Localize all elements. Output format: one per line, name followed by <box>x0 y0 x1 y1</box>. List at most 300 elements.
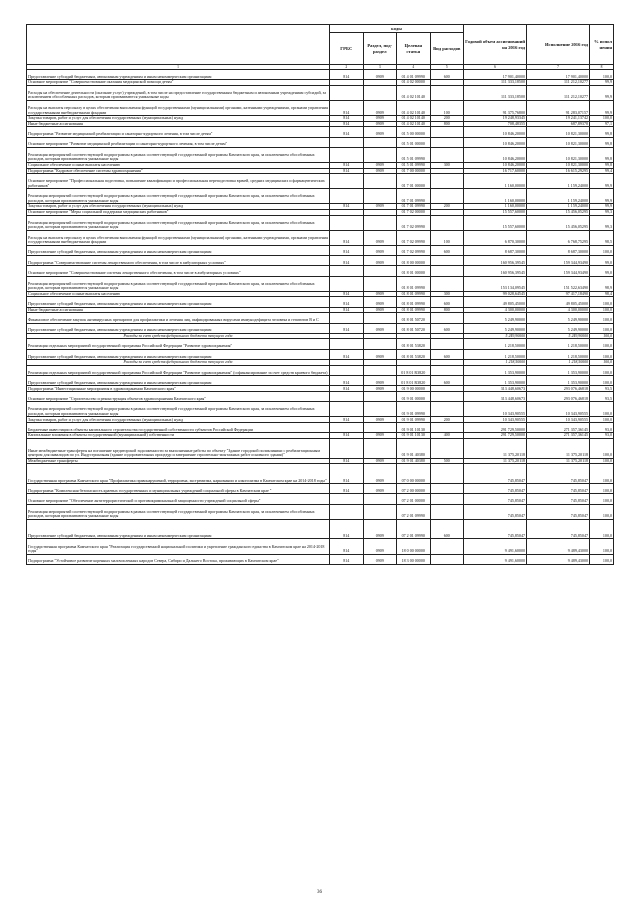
table-row <box>27 297 614 307</box>
row-target: 01 8 01 09990 <box>397 297 431 307</box>
row-execution: 1 218,50000 <box>527 349 590 359</box>
row-execution: 1 353,90000 <box>527 376 590 386</box>
table-row <box>27 230 614 245</box>
col-number: 1 <box>27 65 330 70</box>
table-row <box>27 349 614 359</box>
table-row <box>27 313 614 323</box>
row-section <box>363 438 397 458</box>
row-plan: 10 846,20000 <box>464 127 527 137</box>
row-name: Закупка товаров, работ и услуг для обеспечения государственных (муниципальных) нужд <box>27 417 330 423</box>
row-name: Государственная программа Камчатского края "Профилактика правонарушений, терроризма, экстремизма, наркомании и алкоголизма в Камчатском крае на 2014-2018 годы" <box>27 464 330 484</box>
row-name: Основное мероприятие "Меры социальной поддержки медицинских работников" <box>27 209 330 215</box>
row-expense-type <box>430 127 464 137</box>
row-plan: 1 218,50000 <box>464 360 527 366</box>
row-target: 01 4 02 10140 <box>397 100 431 115</box>
row-grbs: 814 <box>330 168 364 174</box>
row-name: Реализация мероприятий соответствующей подпрограммы в рамках соответствующей государственной программы Камчатского края, за исключением обособленных расходов, которым присваиваются уникальные коды <box>27 402 330 417</box>
row-grbs <box>330 85 364 100</box>
row-grbs: 814 <box>330 291 364 297</box>
row-section <box>363 215 397 230</box>
row-percent: 100,0 <box>590 116 614 122</box>
row-name: Социальное обеспечение и иные выплаты населению <box>27 291 330 297</box>
row-execution: 745,85047 <box>527 484 590 494</box>
row-expense-type <box>430 266 464 276</box>
row-name: Реализация отдельных мероприятий государственной программы Российской Федерации "Развитие здравоохранения" <box>27 339 330 349</box>
row-name: Подпрограмма "Устойчивое развитие коренных малочисленных народов Севера, Сибири и Дальнего Востока, проживающих в Камчатском крае" <box>27 554 330 564</box>
row-execution: 10 821,30000 <box>527 137 590 147</box>
row-plan: 10 343,90555 <box>464 402 527 417</box>
grbs-header: ГРБС <box>330 33 364 65</box>
row-percent: 100,0 <box>590 554 614 564</box>
row-percent: 99,9 <box>590 189 614 204</box>
row-percent: 100,0 <box>590 297 614 307</box>
row-section <box>363 504 397 519</box>
row-section: 0909 <box>363 291 397 297</box>
row-execution: 111 212,10277 <box>527 80 590 86</box>
row-expense-type <box>430 174 464 189</box>
row-grbs <box>330 438 364 458</box>
row-target: 01 9 01 40380 <box>397 458 431 464</box>
row-execution: 687,89378 <box>527 121 590 127</box>
row-name: Предоставление субсидий бюджетным, автономным учреждениям и иным некоммерческим организациям <box>27 349 330 359</box>
row-plan: 291 729,50000 <box>464 423 527 433</box>
row-grbs: 814 <box>330 116 364 122</box>
row-execution: 1 159,24000 <box>527 189 590 204</box>
row-grbs <box>330 339 364 349</box>
row-target: 01 7 01 09990 <box>397 189 431 204</box>
table-row <box>27 402 614 417</box>
row-percent: 99,8 <box>590 162 614 168</box>
row-target: 01 7 01 09990 <box>397 204 431 210</box>
row-section: 0909 <box>363 519 397 539</box>
row-execution: 1 353,90000 <box>527 365 590 375</box>
row-name: Основное мероприятие "Совершенствование системы лекарственного обеспечения, в том числе в амбулаторных условиях" <box>27 266 330 276</box>
row-plan: 1 160,00000 <box>464 189 527 204</box>
row-target: 01 4 02 10140 <box>397 116 431 122</box>
row-plan: 745,85047 <box>464 494 527 504</box>
row-grbs <box>330 266 364 276</box>
table-row <box>27 464 614 484</box>
row-grbs <box>330 276 364 291</box>
row-grbs <box>330 137 364 147</box>
row-plan: 745,85047 <box>464 484 527 494</box>
table-row <box>27 266 614 276</box>
row-name: Иные межбюджетные трансферты на погашение кредиторской задолженности за выполненные работы по объекту "Здание городской поликлиники с реабилитационным центром для инвалидов по ул. Индустриальная (здание оздоровительных процедур и завершение строительно-монтажных работ основного здания)" <box>27 438 330 458</box>
row-grbs: 814 <box>330 349 364 359</box>
row-plan: 19 248,93345 <box>464 116 527 122</box>
row-expense-type: 600 <box>430 70 464 80</box>
col-number: 5 <box>430 65 464 70</box>
row-grbs: 814 <box>330 255 364 265</box>
row-target: 01 8 01 53820 <box>397 339 431 349</box>
row-section: 0909 <box>363 458 397 464</box>
row-execution: 10 821,30000 <box>527 127 590 137</box>
expense-type-header: Вид расходов <box>430 33 464 65</box>
row-execution: 293 076,46818 <box>527 386 590 392</box>
table-row <box>27 127 614 137</box>
row-section: 0909 <box>363 162 397 168</box>
row-plan: 11 375,20118 <box>464 458 527 464</box>
row-percent: 99,9 <box>590 80 614 86</box>
execution-header: Исполнение 2016 год <box>527 25 590 65</box>
row-expense-type: 300 <box>430 291 464 297</box>
row-target: 01 7 00 00000 <box>397 168 431 174</box>
table-row <box>27 423 614 433</box>
row-plan: 49 805,45000 <box>464 297 527 307</box>
row-target: 01 7 02 09990 <box>397 230 431 245</box>
row-name: Реализация мероприятий соответствующей подпрограммы в рамках соответствующей государственной программы Камчатского края, за исключением обособленных расходов, которым присваиваются уникальные коды <box>27 215 330 230</box>
row-plan: 15 557,60000 <box>464 215 527 230</box>
row-execution: 1 218,50000 <box>527 360 590 366</box>
row-name: Подпрограмма "Инвестиционные мероприятия в здравоохранении Камчатского края" <box>27 386 330 392</box>
row-section: 0909 <box>363 433 397 439</box>
row-section: 0909 <box>363 121 397 127</box>
row-name: Основное мероприятие "Обеспечение антитеррористической и противокриминальной защищенности учреждений социальной сферы" <box>27 494 330 504</box>
row-percent: 99,8 <box>590 147 614 162</box>
row-grbs: 814 <box>330 464 364 484</box>
row-name: Реализация мероприятий соответствующей подпрограммы в рамках соответствующей государственной программы Камчатского края, за исключением обособленных расходов, которым присваиваются уникальные коды <box>27 147 330 162</box>
row-percent: 100,0 <box>590 458 614 464</box>
row-percent: 99,3 <box>590 209 614 215</box>
row-execution: 97 417,18490 <box>527 291 590 297</box>
row-target: 07 2 01 09990 <box>397 519 431 539</box>
row-section: 0909 <box>363 70 397 80</box>
row-execution: 745,85047 <box>527 464 590 484</box>
row-plan: 291 729,50000 <box>464 433 527 439</box>
row-section <box>363 137 397 147</box>
row-grbs: 814 <box>330 121 364 127</box>
row-name: Реализация отдельных мероприятий государственной программы Российской Федерации "Развитие здравоохранения" (софинансирование за счет средств краевого бюджета) <box>27 365 330 375</box>
row-plan: 160 956,39545 <box>464 266 527 276</box>
row-grbs: 814 <box>330 554 364 564</box>
table-row <box>27 376 614 386</box>
row-expense-type <box>430 137 464 147</box>
row-plan: 5 249,90000 <box>464 313 527 323</box>
row-percent: 97,1 <box>590 121 614 127</box>
row-target: 01 8 01 09990 <box>397 291 431 297</box>
row-section: 0909 <box>363 255 397 265</box>
row-target: 01 8 01 R3820 <box>397 376 431 386</box>
row-grbs: 814 <box>330 433 364 439</box>
row-name: Капитальные вложения в объекты государственной (муниципальной) собственности <box>27 433 330 439</box>
row-expense-type <box>430 392 464 402</box>
table-row <box>27 339 614 349</box>
row-target: 01 4 01 09990 <box>397 70 431 80</box>
table-row <box>27 255 614 265</box>
row-name: Расходы на выплаты персоналу в целях обеспечения выполнения функций государственными (муниципальными) органами, казенными учреждениями, органами управления государственными внебюджетными фондами <box>27 100 330 115</box>
row-expense-type: 200 <box>430 116 464 122</box>
row-target: 01 5 01 09990 <box>397 147 431 162</box>
row-target: 01 5 01 00000 <box>397 137 431 147</box>
row-grbs: 814 <box>330 417 364 423</box>
row-expense-type <box>430 313 464 323</box>
row-execution: 10 821,30000 <box>527 147 590 162</box>
row-expense-type: 500 <box>430 458 464 464</box>
row-grbs: 814 <box>330 539 364 554</box>
row-percent: 98,9 <box>590 276 614 291</box>
table-row <box>27 85 614 100</box>
row-execution: 111 212,10277 <box>527 85 590 100</box>
row-execution: 16 615,29295 <box>527 168 590 174</box>
codes-header: коды <box>330 25 464 33</box>
table-row <box>27 392 614 402</box>
row-percent: 99,9 <box>590 204 614 210</box>
row-percent: 99,4 <box>590 168 614 174</box>
row-plan: 1 160,00000 <box>464 174 527 189</box>
row-percent: 99,0 <box>590 255 614 265</box>
row-plan: 9 491,60000 <box>464 554 527 564</box>
col-number: 2 <box>330 65 364 70</box>
row-section: 0909 <box>363 297 397 307</box>
row-name: Бюджетные инвестиции в объекты капитального строительства государственной собственности субъектов Российской Федерации <box>27 423 330 433</box>
row-name: Реализация мероприятий соответствующей подпрограммы в рамках соответствующей государственной программы Камчатского края, за исключением обособленных расходов, которым присваиваются уникальные коды <box>27 189 330 204</box>
row-section: 0909 <box>363 127 397 137</box>
row-execution: 4 300,00000 <box>527 307 590 313</box>
row-name: Расходы на обеспечение деятельности (оказание услуг) учреждений, в том числе на предоставление государственным бюджетным и автономным учреждениям субсидий, за исключением обособленных расходов, которым присваиваются уникальные коды <box>27 85 330 100</box>
table-row <box>27 100 614 115</box>
row-execution: 1 159,24000 <box>527 174 590 189</box>
row-expense-type: 600 <box>430 349 464 359</box>
row-percent: 100,0 <box>590 70 614 80</box>
row-grbs <box>330 174 364 189</box>
row-name: Основное мероприятие "Развитие медицинской реабилитации и санаторно-курортного лечения, в том числе детям" <box>27 137 330 147</box>
row-target: 01 9 01 10130 <box>397 433 431 439</box>
row-plan: 10 846,20000 <box>464 137 527 147</box>
row-grbs: 814 <box>330 162 364 168</box>
row-plan: 313 448,60673 <box>464 386 527 392</box>
col-number: 4 <box>397 65 431 70</box>
row-name: Основное мероприятие "Профессиональная подготовка, повышение квалификации и профессиональная переподготовка врачей, средних медицинских и фармацевтических работников" <box>27 174 330 189</box>
row-expense-type: 100 <box>430 230 464 245</box>
row-target: 01 9 00 00000 <box>397 386 431 392</box>
row-plan: 745,85047 <box>464 504 527 519</box>
row-plan: 10 846,20000 <box>464 162 527 168</box>
row-percent: 100,0 <box>590 376 614 386</box>
row-target: 07 2 01 00000 <box>397 494 431 504</box>
row-expense-type: 600 <box>430 376 464 386</box>
row-section <box>363 402 397 417</box>
row-expense-type <box>430 494 464 504</box>
col-number: 3 <box>363 65 397 70</box>
row-section: 0909 <box>363 376 397 386</box>
row-execution: 293 076,46818 <box>527 392 590 402</box>
row-name: Социальное обеспечение и иные выплаты населению <box>27 162 330 168</box>
row-section <box>363 313 397 323</box>
row-execution: 10 821,30000 <box>527 162 590 168</box>
row-name: Финансовое обеспечение закупок антивирусных препаратов для профилактики и лечения лиц, инфицированных вирусами иммунодефицита человека и гепатитов В и С <box>27 313 330 323</box>
row-execution: 10 343,90555 <box>527 402 590 417</box>
row-plan: 1 218,50000 <box>464 349 527 359</box>
row-percent: 100,0 <box>590 504 614 519</box>
row-percent: 99,0 <box>590 266 614 276</box>
row-grbs: 814 <box>330 245 364 255</box>
row-plan: 745,85047 <box>464 464 527 484</box>
row-execution: 15 456,05295 <box>527 209 590 215</box>
row-section <box>363 189 397 204</box>
row-plan: 4 300,00000 <box>464 307 527 313</box>
row-plan: 91 375,76800 <box>464 100 527 115</box>
row-grbs: 814 <box>330 386 364 392</box>
row-execution: 11 375,20118 <box>527 438 590 458</box>
name-header <box>27 25 330 65</box>
row-execution: 5 249,90000 <box>527 323 590 333</box>
row-execution: 745,85047 <box>527 504 590 519</box>
row-expense-type <box>430 276 464 291</box>
row-grbs <box>330 392 364 402</box>
row-section <box>363 266 397 276</box>
row-percent: 100,0 <box>590 484 614 494</box>
row-name: Предоставление субсидий бюджетным, автономным учреждениям и иным некоммерческим организациям <box>27 376 330 386</box>
row-target: 07 2 00 00000 <box>397 484 431 494</box>
row-target: 01 4 02 10140 <box>397 85 431 100</box>
row-plan: 5 249,90000 <box>464 333 527 339</box>
row-expense-type <box>430 504 464 519</box>
row-target: 01 8 01 50720 <box>397 313 431 323</box>
table-row <box>27 539 614 554</box>
row-execution: 159 344,93490 <box>527 266 590 276</box>
table-row <box>27 70 614 80</box>
row-plan: 16 717,60000 <box>464 168 527 174</box>
row-execution: 19 241,13742 <box>527 116 590 122</box>
page-number: 36 <box>317 890 322 895</box>
row-section: 0909 <box>363 245 397 255</box>
row-expense-type <box>430 189 464 204</box>
row-plan: 6 870,30000 <box>464 230 527 245</box>
row-section <box>363 423 397 433</box>
row-plan: 10 343,90555 <box>464 417 527 423</box>
row-name: Межбюджетные трансферты <box>27 458 330 464</box>
row-execution: 5 249,90000 <box>527 333 590 339</box>
row-plan: 15 557,60000 <box>464 209 527 215</box>
row-plan: 160 956,39545 <box>464 255 527 265</box>
row-expense-type <box>430 339 464 349</box>
row-percent: 98,4 <box>590 291 614 297</box>
table-row <box>27 438 614 458</box>
row-section: 0909 <box>363 554 397 564</box>
row-target: 07 2 01 09990 <box>397 504 431 519</box>
row-execution: 271 357,36145 <box>527 423 590 433</box>
row-section: 0909 <box>363 484 397 494</box>
row-grbs <box>330 423 364 433</box>
row-target: 01 8 01 09990 <box>397 276 431 291</box>
row-expense-type <box>430 484 464 494</box>
row-execution: 8 687,30000 <box>527 245 590 255</box>
row-target: 01 9 01 09990 <box>397 402 431 417</box>
row-grbs <box>330 313 364 323</box>
row-target: 01 7 01 00000 <box>397 174 431 189</box>
col-number: 7 <box>527 65 590 70</box>
row-execution: 11 375,20118 <box>527 458 590 464</box>
row-name: Подпрограмма "Совершенствование системы лекарственного обеспечения, в том числе в амбулаторных условиях" <box>27 255 330 265</box>
row-percent: 99,9 <box>590 85 614 100</box>
table-body <box>27 70 614 565</box>
row-expense-type <box>430 423 464 433</box>
row-plan: 313 448,60673 <box>464 392 527 402</box>
row-name: Закупка товаров, работ и услуг для обеспечения государственных (муниципальных) нужд <box>27 204 330 210</box>
annual-volume-header: Годовой объем ассигнований на 2016 год <box>464 25 527 65</box>
row-execution: 159 344,93490 <box>527 255 590 265</box>
row-grbs: 814 <box>330 70 364 80</box>
row-name: Расходы за счет средств федерального бюджета текущего года <box>27 333 330 339</box>
row-name: Подпрограмма "Комплексная безопасность краевых государственных и муниципальных учреждений социальной сферы в Камчатском крае " <box>27 484 330 494</box>
row-plan: 99 028,64545 <box>464 291 527 297</box>
row-target: 01 5 00 00000 <box>397 127 431 137</box>
row-grbs <box>330 189 364 204</box>
row-section: 0909 <box>363 100 397 115</box>
row-expense-type: 600 <box>430 245 464 255</box>
row-target: 07 0 00 00000 <box>397 464 431 484</box>
row-name: Предоставление субсидий бюджетным, автономным учреждениям и иным некоммерческим организациям <box>27 297 330 307</box>
row-plan: 5 249,90000 <box>464 323 527 333</box>
row-grbs: 814 <box>330 458 364 464</box>
row-plan: 11 375,20118 <box>464 438 527 458</box>
row-grbs: 814 <box>330 127 364 137</box>
row-target: 01 9 01 00000 <box>397 392 431 402</box>
row-plan: 17 901,40000 <box>464 70 527 80</box>
row-name: Предоставление субсидий бюджетным, автономным учреждениям и иным некоммерческим организациям <box>27 245 330 255</box>
row-execution: 271 357,36145 <box>527 433 590 439</box>
row-section: 0909 <box>363 539 397 554</box>
row-section: 0909 <box>363 323 397 333</box>
row-section <box>363 276 397 291</box>
row-execution: 49 805,45000 <box>527 297 590 307</box>
row-expense-type: 400 <box>430 433 464 439</box>
table-row <box>27 484 614 494</box>
row-percent: 93,5 <box>590 392 614 402</box>
table-row <box>27 137 614 147</box>
row-plan: 8 687,30000 <box>464 245 527 255</box>
row-section: 0909 <box>363 168 397 174</box>
row-percent: 100,0 <box>590 539 614 554</box>
col-number: 6 <box>464 65 527 70</box>
row-expense-type: 800 <box>430 121 464 127</box>
row-target: 01 8 01 09990 <box>397 307 431 313</box>
row-execution: 91 283,07157 <box>527 100 590 115</box>
row-expense-type: 200 <box>430 204 464 210</box>
section-header: Раздел, под-раздел <box>363 33 397 65</box>
row-name: Подпрограмма "Развитие медицинской реабилитации и санаторно-курортного лечения, в том числе детям" <box>27 127 330 137</box>
row-percent: 100,0 <box>590 464 614 484</box>
row-name: Расходы за счет средств федерального бюджета текущего года <box>27 360 330 366</box>
table-row <box>27 323 614 333</box>
row-plan: 745,85047 <box>464 519 527 539</box>
row-plan: 1 353,90000 <box>464 365 527 375</box>
row-plan: 9 491,60000 <box>464 539 527 554</box>
table-row <box>27 189 614 204</box>
table-row <box>27 554 614 564</box>
row-grbs: 814 <box>330 376 364 386</box>
row-plan: 111 333,18500 <box>464 85 527 100</box>
row-percent: 99,8 <box>590 127 614 137</box>
row-execution: 17 901,40000 <box>527 70 590 80</box>
row-percent: 99,9 <box>590 100 614 115</box>
row-execution: 1 159,24000 <box>527 204 590 210</box>
row-expense-type: 600 <box>430 519 464 539</box>
row-percent: 100,0 <box>590 313 614 323</box>
budget-table <box>26 24 614 565</box>
row-grbs: 814 <box>330 204 364 210</box>
row-expense-type: 800 <box>430 307 464 313</box>
row-percent: 98,5 <box>590 230 614 245</box>
row-section: 0909 <box>363 417 397 423</box>
row-execution: 9 489,43000 <box>527 539 590 554</box>
row-target: 01 4 02 00000 <box>397 80 431 86</box>
row-target: 01 5 01 09990 <box>397 162 431 168</box>
row-percent: 93,0 <box>590 433 614 439</box>
row-target: 01 9 01 09990 <box>397 417 431 423</box>
row-execution: 6 768,75295 <box>527 230 590 245</box>
row-section: 0909 <box>363 307 397 313</box>
